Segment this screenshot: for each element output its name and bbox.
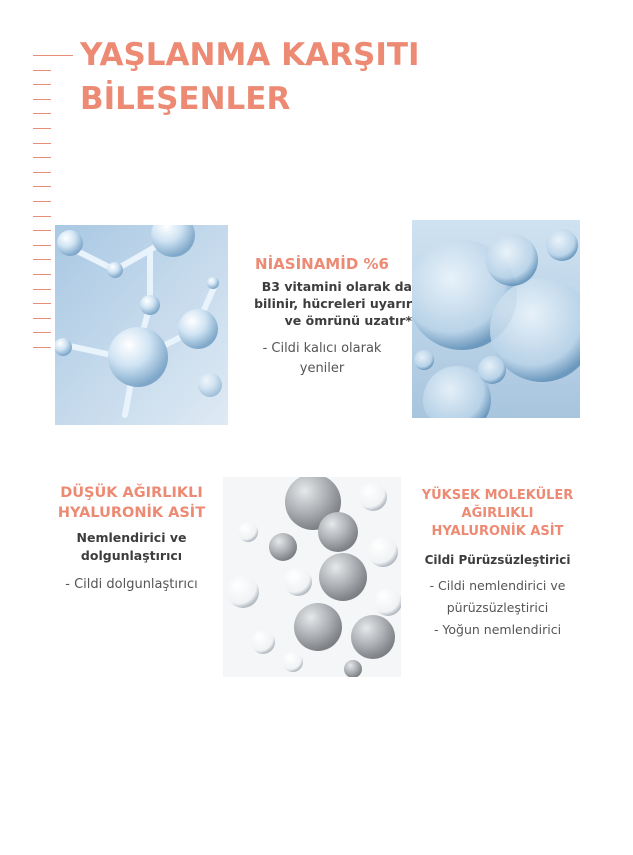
niacinamide-subtitle-line: B3 vitamini olarak da bbox=[261, 279, 412, 294]
low-ha-subtitle bbox=[44, 529, 219, 565]
page-title bbox=[80, 33, 420, 121]
niacinamide-subtitle-line: ve ömrünü uzatır* bbox=[284, 313, 412, 328]
high-ha-description-line: - Yoğun nemlendirici bbox=[433, 622, 562, 637]
low-ha-heading-line: DÜŞÜK AĞIRLIKLI bbox=[60, 485, 203, 501]
title-line-1: YAŞLANMA KARŞITI bbox=[80, 37, 420, 73]
high-ha-description-line: - Cildi nemlendirici ve bbox=[429, 578, 566, 593]
niacinamide-description-line: - Cildi kalıcı olarak bbox=[262, 341, 382, 356]
molecule-structure-image bbox=[55, 225, 228, 425]
low-ha-subtitle-line: Nemlendirici ve bbox=[76, 530, 187, 545]
high-ha-subtitle bbox=[410, 551, 585, 569]
niacinamide-description bbox=[232, 339, 412, 379]
high-ha-description bbox=[410, 575, 585, 641]
decorative-ruler bbox=[33, 55, 53, 361]
high-ha-heading bbox=[410, 487, 585, 541]
high-ha-subtitle-line: Cildi Pürüzsüzleştirici bbox=[424, 553, 571, 567]
low-ha-description bbox=[44, 575, 219, 595]
niacinamide-subtitle-line: bilinir, hücreleri uyarır bbox=[254, 296, 412, 311]
low-ha-section bbox=[44, 483, 219, 595]
low-ha-heading-line: HYALURONİK ASİT bbox=[57, 505, 206, 521]
title-line-2: BİLEŞENLER bbox=[80, 81, 291, 117]
grey-spheres-image bbox=[223, 477, 401, 677]
water-bubbles-image bbox=[412, 220, 580, 418]
low-ha-heading bbox=[44, 483, 219, 523]
niacinamide-section bbox=[232, 254, 412, 379]
low-ha-subtitle-line: dolgunlaştırıcı bbox=[80, 548, 183, 563]
niacinamide-heading: NİASİNAMİD %6 bbox=[255, 255, 389, 273]
high-ha-section bbox=[410, 487, 585, 641]
high-ha-heading-line: AĞIRLIKLI bbox=[461, 506, 534, 521]
niacinamide-description-line: yeniler bbox=[299, 361, 345, 376]
high-ha-description-line: pürüzsüzleştirici bbox=[446, 600, 549, 615]
low-ha-description-line: - Cildi dolgunlaştırıcı bbox=[65, 577, 198, 592]
niacinamide-subtitle bbox=[232, 278, 412, 329]
high-ha-heading-line: HYALURONİK ASİT bbox=[431, 524, 564, 539]
high-ha-heading-line: YÜKSEK MOLEKÜLER bbox=[421, 488, 574, 503]
